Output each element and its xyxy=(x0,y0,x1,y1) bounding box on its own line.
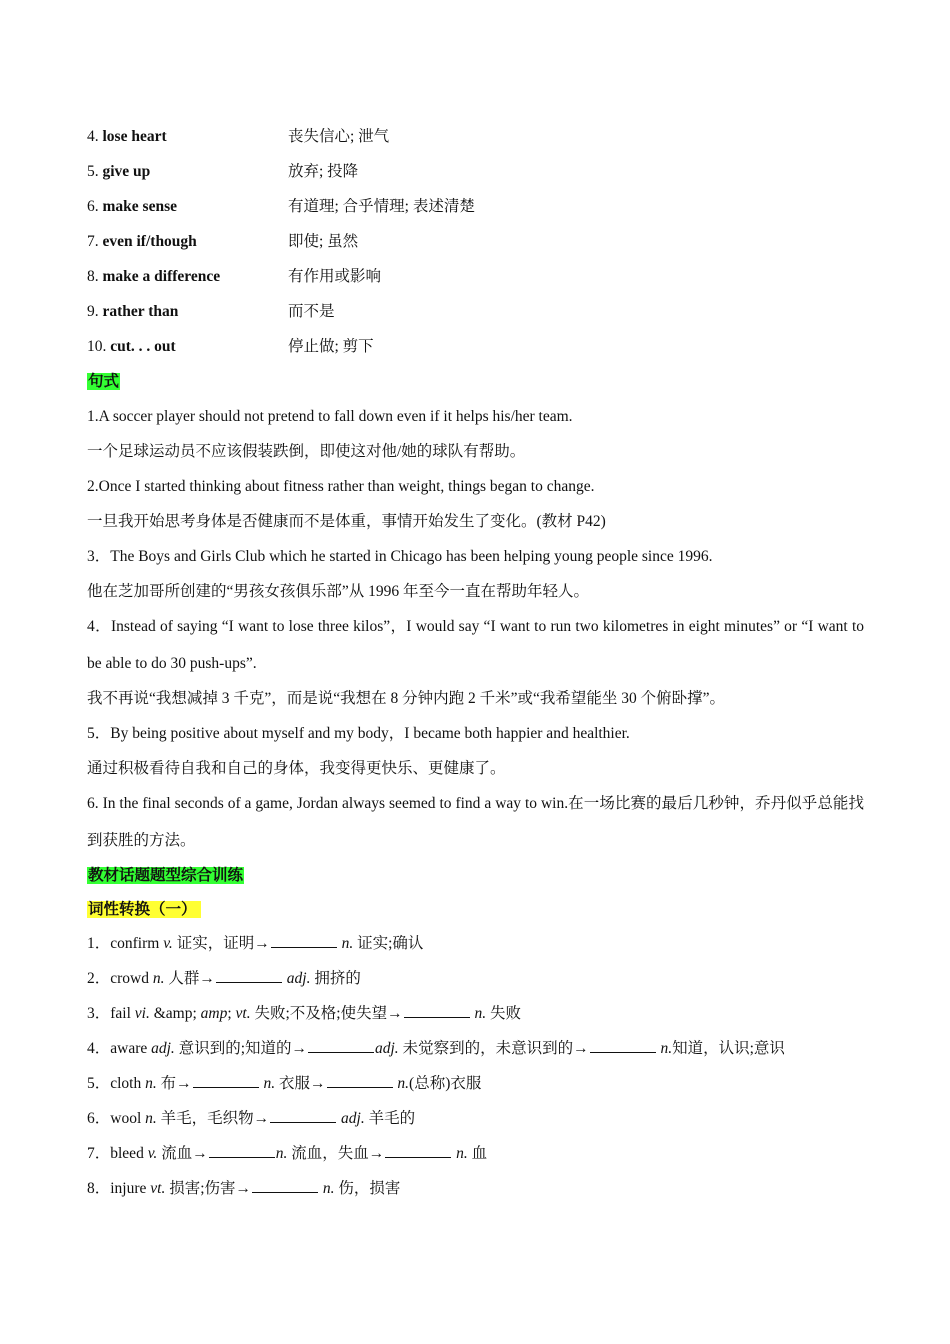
phrase-english: even if/though xyxy=(102,233,197,250)
phrase-chinese: 即使; 虽然 xyxy=(288,233,359,250)
wordform-heading-label: 词性转换（一） xyxy=(87,901,201,918)
sentence-section-heading xyxy=(87,372,120,392)
phrase-row xyxy=(87,267,382,287)
item-text: 知道，认识;意识 xyxy=(672,1040,785,1057)
phrase-number: 6. xyxy=(87,198,103,215)
item-text: 2．crowd xyxy=(87,970,153,987)
item-text: 失败 xyxy=(486,1005,521,1022)
pos-label: adj. xyxy=(341,1110,365,1127)
item-text: 4．aware xyxy=(87,1040,152,1057)
phrase-row xyxy=(87,337,374,357)
answer-blank[interactable] xyxy=(193,1074,259,1088)
answer-blank[interactable] xyxy=(590,1039,656,1053)
wordform-item xyxy=(87,1144,487,1164)
pos-label: n. xyxy=(456,1145,468,1162)
sentence-5-english: 5．By being positive about myself and my body，I became both happier and healthier. xyxy=(87,725,630,742)
phrase-number: 5. xyxy=(87,163,103,180)
item-text: 布→ xyxy=(156,1075,192,1092)
pos-label: adj. xyxy=(375,1040,399,1057)
wordform-section-heading xyxy=(87,900,201,920)
sentence-6: 6. In the final seconds of a game, Jordan always seemed to find a way to win.在一场比赛的最后几秒钟，乔丹似乎总能找到获胜的方法。 xyxy=(87,795,864,849)
answer-blank[interactable] xyxy=(270,1109,336,1123)
sentence-1-chinese: 一个足球运动员不应该假装跌倒，即使这对他/她的球队有帮助。 xyxy=(87,443,526,460)
phrase-row xyxy=(87,197,475,217)
item-text: (总称)衣服 xyxy=(409,1075,482,1092)
wordform-item xyxy=(87,1109,415,1129)
item-text: 证实，证明→ xyxy=(172,935,270,952)
item-text: &amp; xyxy=(149,1005,201,1022)
wordform-item xyxy=(87,1179,400,1199)
item-text: 流血，失血→ xyxy=(287,1145,385,1162)
wordform-item xyxy=(87,969,361,989)
answer-blank[interactable] xyxy=(271,934,337,948)
sentence-heading-label: 句式 xyxy=(88,373,120,390)
phrase-chinese: 丧失信心; 泄气 xyxy=(288,128,390,145)
phrase-english: lose heart xyxy=(102,128,167,145)
item-text: 意识到的;知道的→ xyxy=(174,1040,307,1057)
sentence-3-english: 3．The Boys and Girls Club which he started in Chicago has been helping young people since 1996. xyxy=(87,548,713,565)
phrase-number: 9. xyxy=(87,303,103,320)
pos-label: adj. xyxy=(151,1040,175,1057)
phrase-chinese: 有道理; 合乎情理; 表述清楚 xyxy=(288,198,475,215)
phrase-row xyxy=(87,127,390,147)
answer-blank[interactable] xyxy=(216,969,282,983)
wordform-item xyxy=(87,1039,785,1059)
item-text: 血 xyxy=(467,1145,488,1162)
item-text: 伤，损害 xyxy=(334,1180,401,1197)
pos-label: v. xyxy=(163,935,173,952)
item-text: 人群→ xyxy=(164,970,215,987)
sentence-2-english: 2.Once I started thinking about fitness rather than weight, things began to change. xyxy=(87,478,595,495)
sentence-2-chinese: 一旦我开始思考身体是否健康而不是体重，事情开始发生了变化。(教材 P42) xyxy=(87,513,606,530)
phrase-english: cut. . . out xyxy=(110,338,176,355)
pos-label: n. xyxy=(341,935,354,952)
item-text: ; xyxy=(227,1005,236,1022)
item-text: 衣服→ xyxy=(275,1075,326,1092)
answer-blank[interactable] xyxy=(308,1039,374,1053)
item-text: 7．bleed xyxy=(87,1145,148,1162)
sentence-4-chinese: 我不再说“我想减掉 3 千克”，而是说“我想在 8 分钟内跑 2 千米”或“我希望能坐 30 个俯卧撑”。 xyxy=(87,690,726,707)
pos-label: n. xyxy=(275,1145,288,1162)
sentence-3-chinese: 他在芝加哥所创建的“男孩女孩俱乐部”从 1996 年至今一直在帮助年轻人。 xyxy=(87,583,590,600)
pos-label: n. xyxy=(322,1180,335,1197)
item-text: 流血→ xyxy=(157,1145,208,1162)
phrase-number: 8. xyxy=(87,268,103,285)
item-text: 失败;不及格;使失望→ xyxy=(250,1005,403,1022)
item-text: 证实;确认 xyxy=(353,935,424,952)
item-text: 羊毛的 xyxy=(364,1110,416,1127)
phrase-chinese: 停止做; 剪下 xyxy=(288,338,374,355)
pos-label: n. xyxy=(152,970,165,987)
phrase-chinese: 放弃; 投降 xyxy=(288,163,359,180)
pos-label: vt. xyxy=(235,1005,251,1022)
phrase-chinese: 而不是 xyxy=(288,303,335,320)
wordform-item xyxy=(87,934,423,954)
answer-blank[interactable] xyxy=(385,1144,451,1158)
item-text: 羊毛，毛织物→ xyxy=(156,1110,270,1127)
item-text: 5．cloth xyxy=(87,1075,146,1092)
sentence-1-english: 1.A soccer player should not pretend to fall down even if it helps his/her team. xyxy=(87,408,573,425)
phrase-row xyxy=(87,162,359,182)
phrase-english: give up xyxy=(102,163,151,180)
answer-blank[interactable] xyxy=(404,1004,470,1018)
phrase-number: 7. xyxy=(87,233,103,250)
phrase-row xyxy=(87,232,359,252)
sentence-5-chinese: 通过积极看待自我和自己的身体，我变得更快乐、更健康了。 xyxy=(87,760,506,777)
answer-blank[interactable] xyxy=(252,1179,318,1193)
pos-label: vi. xyxy=(134,1005,150,1022)
phrase-chinese: 有作用或影响 xyxy=(288,268,382,285)
item-text: 拥挤的 xyxy=(310,970,361,987)
wordform-item xyxy=(87,1004,521,1024)
item-text: 损害;伤害→ xyxy=(165,1180,252,1197)
pos-label: n. xyxy=(145,1110,157,1127)
item-text: 6．wool xyxy=(87,1110,146,1127)
pos-label: n. xyxy=(397,1075,410,1092)
training-section-heading xyxy=(87,866,244,886)
item-text: 8．injure xyxy=(87,1180,151,1197)
pos-label: n. xyxy=(263,1075,276,1092)
item-text: 3．fail xyxy=(87,1005,135,1022)
pos-label: n. xyxy=(145,1075,157,1092)
answer-blank[interactable] xyxy=(209,1144,275,1158)
pos-label: n. xyxy=(660,1040,673,1057)
sentence-4-english: 4．Instead of saying “I want to lose three kilos”，I would say “I want to run two kilometres in eight minutes” or “I want to be able to do 30 push-ups”. xyxy=(87,618,864,672)
item-text: 未觉察到的，未意识到的→ xyxy=(398,1040,589,1057)
answer-blank[interactable] xyxy=(327,1074,393,1088)
phrase-number: 4. xyxy=(87,128,103,145)
pos-label: v. xyxy=(147,1145,158,1162)
pos-label: amp xyxy=(200,1005,228,1022)
phrase-number: 10. xyxy=(87,338,111,355)
pos-label: vt. xyxy=(150,1180,166,1197)
phrase-english: make sense xyxy=(102,198,177,215)
wordform-item xyxy=(87,1074,481,1094)
phrase-english: make a difference xyxy=(102,268,221,285)
item-text: 1．confirm xyxy=(87,935,164,952)
training-heading-label: 教材话题题型综合训练 xyxy=(88,867,244,884)
phrase-english: rather than xyxy=(102,303,179,320)
phrase-row xyxy=(87,302,335,322)
pos-label: n. xyxy=(474,1005,487,1022)
pos-label: adj. xyxy=(286,970,311,987)
